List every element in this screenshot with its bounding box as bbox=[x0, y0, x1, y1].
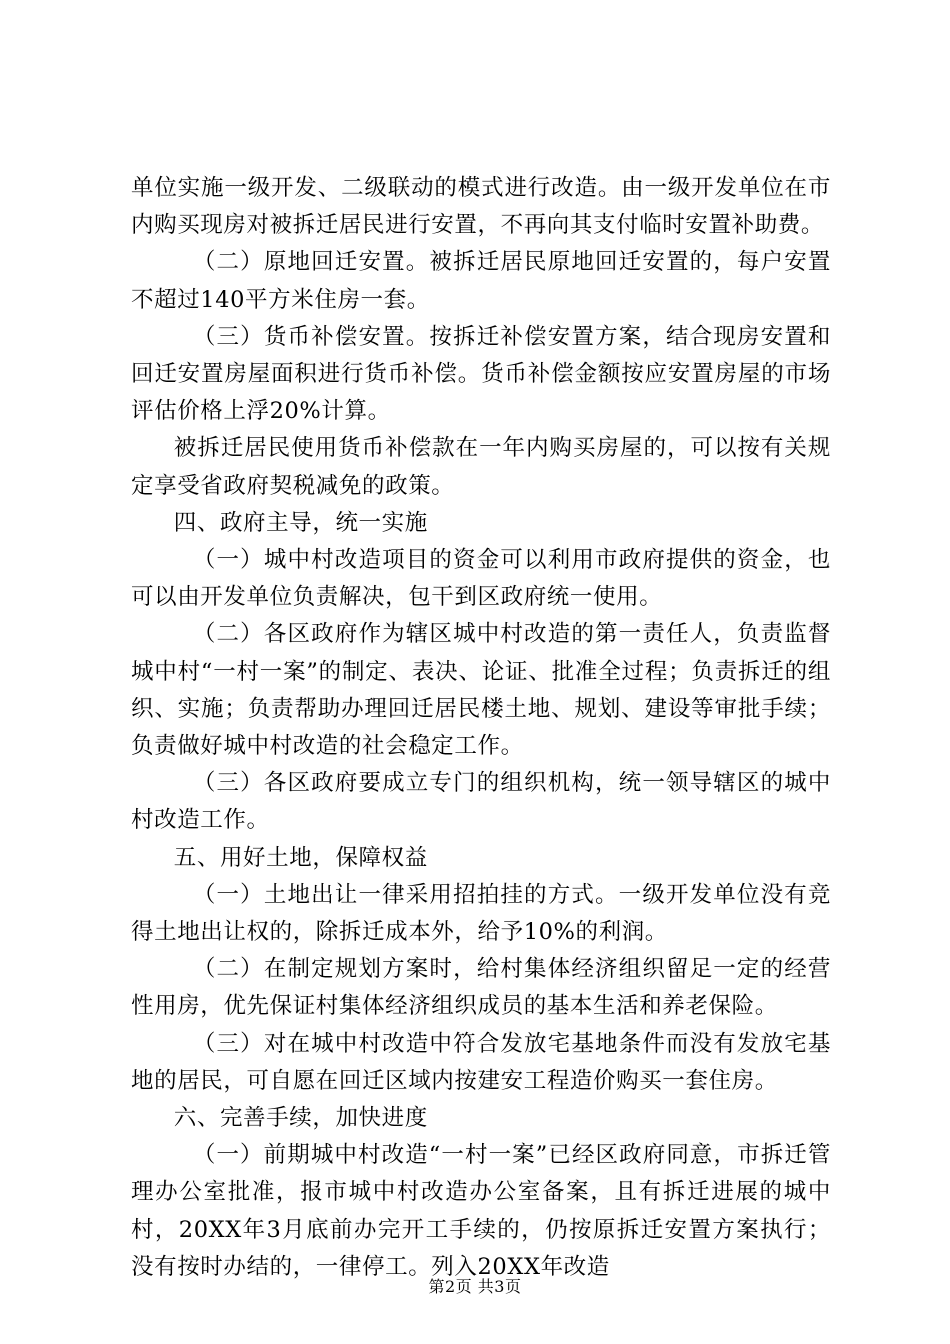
paragraph-item: （一）城中村改造项目的资金可以利用市政府提供的资金，也可以由开发单位负责解决，包干到区政府统一使用。 bbox=[131, 547, 831, 611]
paragraph-item: （三）货币补偿安置。按拆迁补偿安置方案，结合现房安置和回迁安置房屋面积进行货币补偿。货币补偿金额按应安置房屋的市场评估价格上浮20%计算。 bbox=[131, 323, 831, 425]
paragraph-item: （二）原地回迁安置。被拆迁居民原地回迁安置的，每户安置不超过140平方米住房一套。 bbox=[131, 249, 831, 313]
page-footer: 第2页 共3页 bbox=[428, 1277, 522, 1296]
document-body bbox=[131, 170, 831, 1286]
paragraph-item: （二）在制定规划方案时，给村集体经济组织留足一定的经营性用房，优先保证村集体经济组织成员的基本生活和养老保险。 bbox=[131, 956, 831, 1020]
paragraph-body: 被拆迁居民使用货币补偿款在一年内购买房屋的，可以按有关规定享受省政府契税减免的政策。 bbox=[131, 435, 831, 499]
section-heading: 四、政府主导，统一实施 bbox=[173, 509, 428, 536]
section-heading: 六、完善手续，加快进度 bbox=[173, 1105, 428, 1132]
paragraph-item: （二）各区政府作为辖区城中村改造的第一责任人，负责监督城中村“一村一案”的制定、表决、论证、批准全过程；负责拆迁的组织、实施；负责帮助办理回迁居民楼土地、规划、建设等审批手续；负责做好城中村改造的社会稳定工作。 bbox=[131, 621, 831, 760]
paragraph-item: （三）各区政府要成立专门的组织机构，统一领导辖区的城中村改造工作。 bbox=[131, 770, 831, 834]
paragraph-continuation: 单位实施一级开发、二级联动的模式进行改造。由一级开发单位在市内购买现房对被拆迁居民进行安置，不再向其支付临时安置补助费。 bbox=[131, 175, 831, 239]
paragraph-item: （三）对在城中村改造中符合发放宅基地条件而没有发放宅基地的居民，可自愿在回迁区域内按建安工程造价购买一套住房。 bbox=[131, 1030, 831, 1094]
paragraph-item: （一）前期城中村改造“一村一案”已经区政府同意，市拆迁管理办公室批准，报市城中村改造办公室备案，且有拆迁进展的城中村，20XX年3月底前办完开工手续的，仍按原拆迁安置方案执行；没有按时办结的，一律停工。列入20XX年改造 bbox=[131, 1142, 831, 1280]
section-heading: 五、用好土地，保障权益 bbox=[173, 844, 428, 871]
paragraph-item: （一）土地出让一律采用招拍挂的方式。一级开发单位没有竞得土地出让权的，除拆迁成本外，给予10%的利润。 bbox=[131, 881, 831, 946]
